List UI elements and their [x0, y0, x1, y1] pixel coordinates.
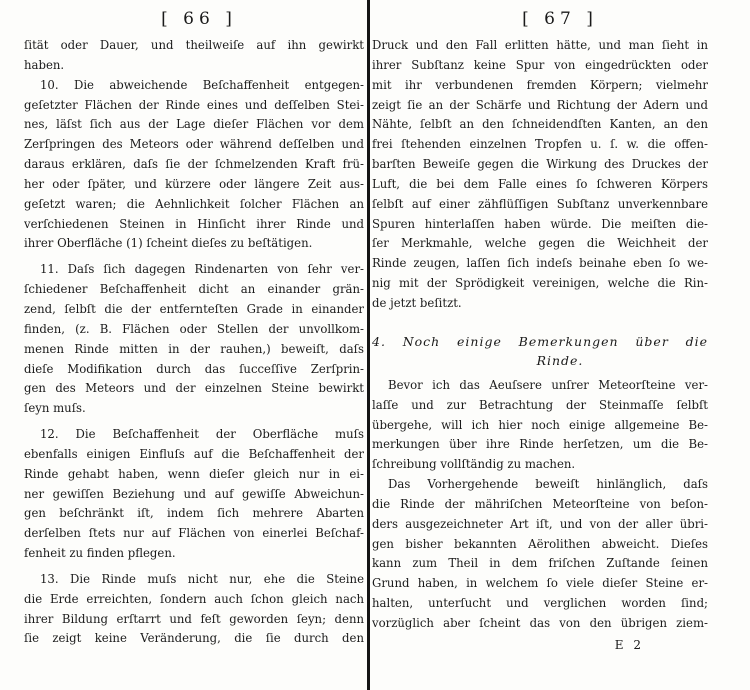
text-line: übergehe, will ich hier noch einige allgemeine Be-	[372, 417, 708, 432]
text-line: nig mit der Sprödigkeit vereinigen, welche die Rin-	[372, 276, 708, 291]
text-line: zeigt ſie an der Schärfe und Richtung der Adern und	[372, 97, 708, 112]
text-line: geſetzter Flächen der Rinde eines und deſſelben Stei-	[24, 97, 364, 112]
text-line: merkungen über ihre Rinde herſetzen, um die Be-	[372, 437, 708, 452]
text-line: ſie zeigt keine Veränderung, die ſie durch den	[24, 631, 364, 646]
text-line: kann zum Theil in dem friſchen Zuſtande ſeinen	[372, 556, 708, 571]
text-line: vorzüglich aber ſcheint das von den übrigen ziem-	[372, 615, 708, 630]
text-line: 11. Daſs ſich dagegen Rindenarten von ſehr ver-	[40, 262, 364, 277]
text-line: ſchreibung vollſtändig zu machen.	[372, 457, 576, 472]
text-line: Rinde gehabt haben, wenn dieſer gleich nur in ei-	[24, 466, 364, 481]
text-line: daraus erklären, daſs ſie der ſchmelzenden Kraft frü-	[24, 157, 364, 172]
right-page-text-before	[372, 36, 708, 314]
text-line: Nähte, ſelbſt an den ſchneidendſten Kanten, an den	[372, 117, 708, 132]
text-line: ihrer Subſtanz keine Spur von eingedrückten oder	[372, 57, 708, 72]
text-line: frei ſtehenden einzelnen Tropfen u. ſ. w. die offen-	[372, 137, 708, 152]
page-number-left: [ 66 ]	[161, 9, 237, 29]
text-line: Das Vorhergehende beweiſt hinlänglich, daſs	[388, 477, 708, 492]
text-line: ihrer Oberfläche (1) ſcheint dieſes zu beſtätigen.	[24, 236, 313, 251]
text-line: fenheit zu finden pflegen.	[24, 546, 176, 561]
text-line: Spuren hinterlaſſen haben würde. Die meiſten die-	[372, 216, 708, 231]
text-line: 12. Die Beſchaffenheit der Oberfläche muſs	[40, 427, 364, 442]
text-line: menen Rinde mitten in der rauhen,) beweiſt, daſs	[24, 341, 364, 356]
text-line: die Rinde der mähriſchen Meteorſteine von beſon-	[372, 496, 708, 511]
text-line: geſetzt waren; die Aehnlichkeit ſolcher Flächen an	[24, 196, 364, 211]
text-line: verſchiedenen Steinen in Hinſicht ihrer Rinde und	[24, 216, 364, 231]
signature-mark: E 2	[614, 637, 644, 652]
page-number-right: [ 67 ]	[522, 9, 598, 29]
text-line: dieſe Modifikation durch das ſucceſſive Zerſprin-	[24, 361, 364, 376]
text-line: ſchiedener Beſchaffenheit dicht an einander grän-	[24, 282, 364, 297]
text-line: mit ihr verbundenen fremden Körpern; vielmehr	[372, 77, 708, 92]
text-line: gen bisher bekannten Aërolithen abweicht. Dieſes	[372, 536, 708, 551]
section-heading: 4. Noch einige Bemerkungen über die	[372, 333, 708, 349]
text-line: die Erde erreichten, ſondern auch ſchon gleich nach	[24, 591, 364, 606]
text-line: laſſe und zur Betrachtung der Steinmaſſe ſelbſt	[372, 397, 708, 412]
text-line: ihrer Bildung erſtarrt und feſt geworden ſeyn; denn	[24, 611, 364, 626]
left-page	[24, 8, 364, 649]
text-line: 10. Die abweichende Beſchaffenheit entgegen-	[40, 77, 364, 92]
right-page	[372, 8, 708, 654]
text-line: haben.	[24, 57, 65, 72]
text-line: Grund haben, in welchem ſo viele dieſer Steine er-	[372, 576, 708, 591]
text-line: her oder ſpäter, und kürzere oder längere Zeit aus-	[24, 176, 364, 191]
text-line: halten, unterſucht und verglichen worden ſind;	[372, 596, 708, 611]
text-line: Luft, die bei dem Falle eines ſo ſchweren Körpers	[372, 176, 708, 191]
text-line: gen des Meteors und der einzelnen Steine bewirkt	[24, 381, 364, 396]
text-line: ebenfalls einigen Einfluſs auf die Beſchaffenheit der	[24, 446, 364, 461]
page-gutter	[367, 0, 370, 690]
text-line: ders ausgezeichneter Art iſt, und von der aller übri-	[372, 516, 708, 531]
text-line: Bevor ich das Aeuſsere unſrer Meteorſteine ver-	[388, 377, 708, 392]
text-line: ſeyn muſs.	[24, 401, 86, 416]
text-line: gen beſchränkt iſt, indem ſich mehrere Abarten	[24, 506, 364, 521]
text-line: 13. Die Rinde muſs nicht nur, ehe die Steine	[40, 571, 364, 586]
left-page-text	[24, 36, 364, 649]
text-line: Rinde zeugen, laſſen ſich indeſs beinahe eben ſo we-	[372, 256, 708, 271]
text-line: finden, (z. B. Flächen oder Stellen der unvollkom-	[24, 321, 364, 336]
text-line: de jetzt beſitzt.	[372, 295, 462, 310]
text-line: ſität oder Dauer, und theilweiſe auf ihn gewirkt	[24, 38, 364, 52]
text-line: nes, läſst ſich aus der Lage dieſer Flächen vor dem	[24, 117, 364, 132]
text-line: derſelben ſtets nur auf Flächen von einerlei Beſchaf-	[24, 526, 364, 541]
text-line: Druck und den Fall erlitten hätte, und man ſieht in	[372, 38, 708, 52]
text-line: ſer Merkmahle, welche gegen die Weichheit der	[372, 236, 708, 251]
text-line: Zerſpringen des Meteors oder während deſſelben und	[24, 137, 364, 152]
text-line: barſten Beweiſe gegen die Wirkung des Druckes der	[372, 157, 708, 172]
right-page-text-after	[372, 376, 708, 634]
section-heading-continued: Rinde.	[536, 352, 584, 368]
text-line: ſelbſt auf einer zähflüſſigen Subſtanz unverkennbare	[372, 196, 708, 211]
text-line: ner gewiſſen Beziehung und auf gewiſſe Abweichun-	[24, 486, 364, 501]
text-line: zend, ſelbſt die der entfernteſten Grade in einander	[24, 301, 364, 316]
